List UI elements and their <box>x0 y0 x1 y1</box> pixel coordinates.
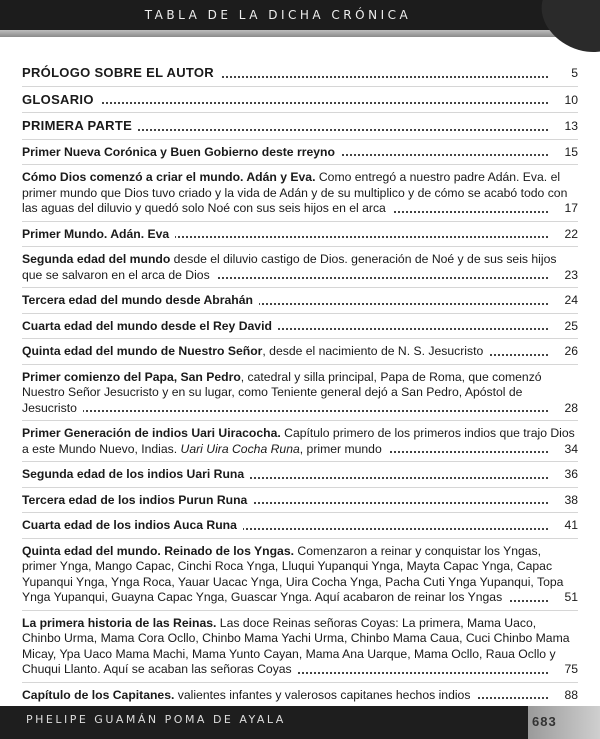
table-of-contents <box>22 60 578 707</box>
toc-entry-text <box>22 119 138 133</box>
entry-title: GLOSARIO <box>22 91 94 107</box>
toc-entry <box>22 288 578 314</box>
toc-entry-text <box>22 467 250 481</box>
entry-page-number: 88 <box>558 688 578 704</box>
entry-page-number: 34 <box>558 442 578 458</box>
toc-entry <box>22 113 578 140</box>
toc-entry-text <box>22 170 567 215</box>
entry-page-number: 25 <box>558 319 578 335</box>
toc-entry-text <box>22 319 278 333</box>
entry-title: PRIMERA PARTE <box>22 118 133 133</box>
entry-page-number: 38 <box>558 493 578 509</box>
running-header: TABLA DE LA DICHA CRÓNICA <box>144 8 412 22</box>
entry-page-number: 22 <box>558 227 578 243</box>
entry-description: Como entregó a nuestro padre Adán. Eva. el primer mundo que Dios tuvo criado y la vida de Adán y de su multiplico y de cómo se acabó todo con las aguas del diluvio y quedó solo Noé con sus seis hijos en el arca <box>22 170 568 215</box>
entry-page-number: 17 <box>558 201 578 217</box>
toc-entry-text <box>22 227 175 241</box>
toc-entry <box>22 462 578 488</box>
header-divider <box>0 30 556 37</box>
toc-entry-text <box>22 544 563 605</box>
entry-page-number: 13 <box>558 119 578 135</box>
entry-title: Primer comienzo del Papa, San Pedro <box>22 369 241 384</box>
entry-description: valientes infantes y valerosos capitanes hechos indios <box>174 687 471 702</box>
toc-entry <box>22 222 578 248</box>
toc-entry-text <box>22 370 542 415</box>
page-number: 683 <box>532 714 557 729</box>
toc-entry <box>22 421 578 462</box>
toc-entry <box>22 165 578 222</box>
entry-title: Segunda edad del mundo <box>22 252 171 266</box>
running-footer-author: PHELIPE GUAMÁN POMA DE AYALA <box>26 713 286 726</box>
entry-page-number: 41 <box>558 518 578 534</box>
entry-title: Tercera edad del mundo desde Abrahán <box>22 293 253 307</box>
entry-page-number: 24 <box>558 293 578 309</box>
entry-page-number: 51 <box>558 590 578 606</box>
entry-title: Quinta edad del mundo de Nuestro Señor <box>22 344 263 358</box>
toc-entry <box>22 314 578 340</box>
entry-description: Comenzaron a reinar y conquistar los Yngas, primer Ynga, Mango Capac, Cinchi Roca Ynga, Lluqui Yupanqui Ynga, Mayta Capac Ynga, Capac Yupanqui Ynga, Ynga Roca, Yauar Uacac Ynga, Uira Cocha Ynga, Pacha Cuti Ynga Yupanqui, Topa Ynga Yupanqui, Guayna Capac Ynga, Guascar Ynga. Aquí acabaron de reinar los Yngas <box>22 543 564 604</box>
toc-entry <box>22 60 578 87</box>
entry-page-number: 75 <box>558 662 578 678</box>
entry-title: Primer Nueva Corónica y Buen Gobierno deste rreyno <box>22 144 335 159</box>
toc-entry-text <box>22 518 243 532</box>
dot-leader <box>22 102 548 104</box>
entry-description: Capítulo primero de los primeros indios que trajo Dios a este Mundo Nuevo, Indias. <box>22 426 575 456</box>
entry-title: Tercera edad de los indios Purun Runa <box>22 492 248 507</box>
toc-entry <box>22 488 578 514</box>
toc-entry <box>22 339 578 365</box>
entry-description: , desde el nacimiento de N. S. Jesucristo <box>262 344 484 358</box>
toc-entry <box>22 87 578 114</box>
entry-description: , catedral y silla principal, Papa de Roma, que comenzó Nuestro Señor Jesucristo y en su lugar, como Teniente general dejó a San Pedro, Apóstol de Jesucristo <box>22 369 542 415</box>
entry-page-number: 15 <box>558 145 578 161</box>
entry-description: desde el diluvio castigo de Dios. generación de Noé y de sus seis hijos que se salvaron en el arca de Dios <box>22 252 557 282</box>
toc-entry <box>22 611 578 683</box>
entry-page-number: 28 <box>558 401 578 417</box>
entry-title: Segunda edad de los indios Uari Runa <box>22 467 245 481</box>
entry-page-number: 5 <box>565 66 578 82</box>
toc-entry-text <box>22 344 489 358</box>
entry-title: Cuarta edad del mundo desde el Rey David <box>22 318 272 333</box>
toc-entry <box>22 683 578 708</box>
entry-italic: Uari Uira Cocha Runa <box>180 441 300 456</box>
toc-entry-text <box>22 93 100 107</box>
toc-entry <box>22 140 578 166</box>
entry-page-number: 23 <box>558 268 578 284</box>
entry-page-number: 36 <box>558 467 578 483</box>
entry-title: Capítulo de los Capitanes. <box>22 687 175 702</box>
toc-entry <box>22 365 578 422</box>
toc-entry <box>22 247 578 288</box>
entry-description-end: , primer mundo <box>299 441 382 456</box>
entry-page-number: 10 <box>558 93 578 109</box>
toc-entry <box>22 513 578 539</box>
dot-leader <box>22 410 548 412</box>
toc-entry <box>22 539 578 611</box>
toc-entry-text <box>22 616 570 677</box>
toc-entry-text <box>22 293 259 307</box>
entry-title: La primera historia de las Reinas. <box>22 615 217 630</box>
entry-title: Primer Mundo. Adán. Eva <box>22 226 170 241</box>
entry-description: Las doce Reinas señoras Coyas: La primera, Mama Uaco, Chinbo Urma, Mama Cora Ocllo, Chinbo Mama Yachi Urma, Chinbo Mama Caua, Cuci Chinbo Mama Micay, Ypa Uaco Mama Machi, Mama Yunto Cayan, Mama Ana Uarque, Mama Ocllo, Raua Ocllo y Chuqui Llanto. Aquí se acaban las señoras Coyas <box>22 615 570 676</box>
entry-title: Cuarta edad de los indios Auca Runa <box>22 518 237 532</box>
entry-title: Quinta edad del mundo. Reinado de los Yngas. <box>22 543 294 558</box>
toc-entry-text <box>22 66 220 80</box>
toc-entry-text <box>22 145 341 159</box>
toc-entry-text <box>22 493 253 507</box>
entry-page-number: 26 <box>558 344 578 360</box>
entry-title: Primer Generación de indios Uari Uiracocha. <box>22 426 281 440</box>
toc-entry-text <box>22 688 476 702</box>
entry-title: PRÓLOGO SOBRE EL AUTOR <box>22 65 214 80</box>
entry-title: Cómo Dios comenzó a criar el mundo. Adán y Eva. <box>22 170 316 184</box>
